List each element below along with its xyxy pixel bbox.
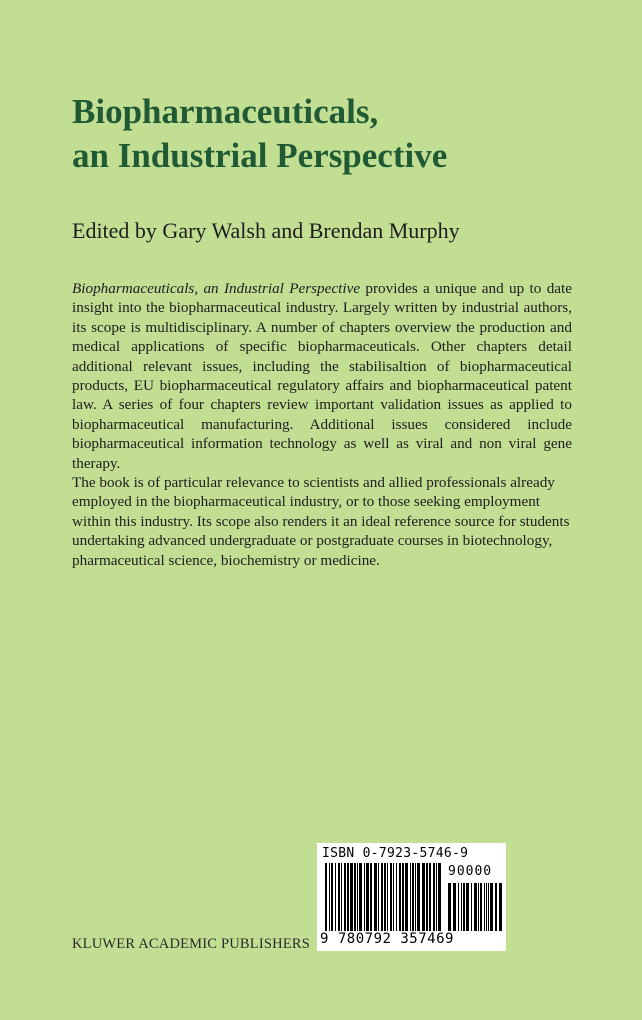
description-book-title: Biopharmaceuticals, an Industrial Perspective [72, 280, 361, 297]
barcode-bar [486, 883, 487, 931]
barcode-bar [384, 863, 386, 931]
barcode-bar [410, 863, 411, 931]
barcode-bar [341, 863, 342, 931]
barcode-bar [378, 863, 379, 931]
barcode-bar [461, 883, 462, 931]
barcode-bar [422, 863, 425, 931]
barcode-bar [474, 883, 477, 931]
barcode-bar [325, 863, 327, 931]
addon-barcode-bars [448, 883, 502, 931]
barcode-bar [463, 883, 465, 931]
barcode-bar [499, 883, 502, 931]
book-title-line-2: an Industrial Perspective [72, 136, 448, 175]
barcode-bar [436, 863, 437, 931]
editors-line: Edited by Gary Walsh and Brendan Murphy [72, 218, 460, 243]
barcode-bar [390, 863, 392, 931]
barcode-bar [359, 863, 362, 931]
barcode-bar [364, 863, 365, 931]
barcode-bar [453, 883, 456, 931]
barcode-bar [495, 883, 497, 931]
barcode-bar [402, 863, 404, 931]
barcode-bar [331, 863, 333, 931]
publisher-name: KLUWER ACADEMIC PUBLISHERS [72, 936, 311, 952]
barcode-bar [357, 863, 358, 931]
barcode-bar [338, 863, 340, 931]
barcode-bar [480, 883, 482, 931]
barcode-bar [484, 883, 485, 931]
barcode-bar [387, 863, 388, 931]
barcode-addon-number: 90000 [448, 864, 493, 879]
isbn-number: ISBN 0-7923-5746-9 [322, 846, 469, 861]
book-description [72, 279, 572, 570]
book-title [72, 90, 447, 178]
barcode-bar [393, 863, 394, 931]
barcode-bar [438, 863, 441, 931]
description-paragraph-1-text: provides a unique and up to date insight into the biopharmaceutical industry. Largely written by industrial authors, its scope is multidisciplinary. A number of chapters overview the production and medical applications of specific biopharmaceuticals. Other chapters detail additional relevant issues, including the stabilisaltion of biopharmaceutical products, EU biopharmaceutical regulatory affairs and biopharmaceutical patent law. A series of four chapters review important validation issues as applied to biopharmaceutical manufacturing. Additional issues considered include biopharmaceutical information technology as well as viral and non viral gene therapy. [72, 280, 572, 472]
barcode-bar [335, 863, 336, 931]
description-paragraph-2: The book is of particular relevance to scientists and allied professionals already employed in the biopharmaceutical industry, or to those seeking employment within this industry. Its scope also renders it an ideal reference source for students undertaking advanced undergraduate or postgraduate courses in biotechnology, pharmaceutical science, biochemistry or medicine. [72, 474, 570, 569]
barcode-bar [417, 863, 420, 931]
barcode-bar [347, 863, 349, 931]
barcode-bar [429, 863, 431, 931]
ean-number: 9 780792 357469 [320, 931, 454, 947]
barcode-bar [366, 863, 369, 931]
barcode-bar [490, 883, 493, 931]
isbn-barcode [317, 843, 506, 951]
barcode-bar [466, 883, 469, 931]
barcode-bar [426, 863, 428, 931]
barcode-bar [488, 883, 489, 931]
barcode-bar [412, 863, 414, 931]
barcode-bar [344, 863, 346, 931]
barcode-bar [354, 863, 356, 931]
barcode-bar [399, 863, 401, 931]
barcode-bar [415, 863, 416, 931]
barcode-bar [458, 883, 459, 931]
barcode-bar [478, 883, 479, 931]
barcode-bar [381, 863, 383, 931]
barcode-bar [329, 863, 330, 931]
description-paragraph-1 [72, 279, 572, 473]
ean-barcode-bars [325, 863, 443, 931]
barcode-bar [433, 863, 435, 931]
barcode-bar [350, 863, 353, 931]
barcode-bar [396, 863, 397, 931]
barcode-bar [471, 883, 472, 931]
barcode-bar [370, 863, 372, 931]
barcode-bar [374, 863, 377, 931]
barcode-bar [405, 863, 408, 931]
book-title-line-1: Biopharmaceuticals, [72, 92, 379, 131]
barcode-bar [448, 883, 451, 931]
